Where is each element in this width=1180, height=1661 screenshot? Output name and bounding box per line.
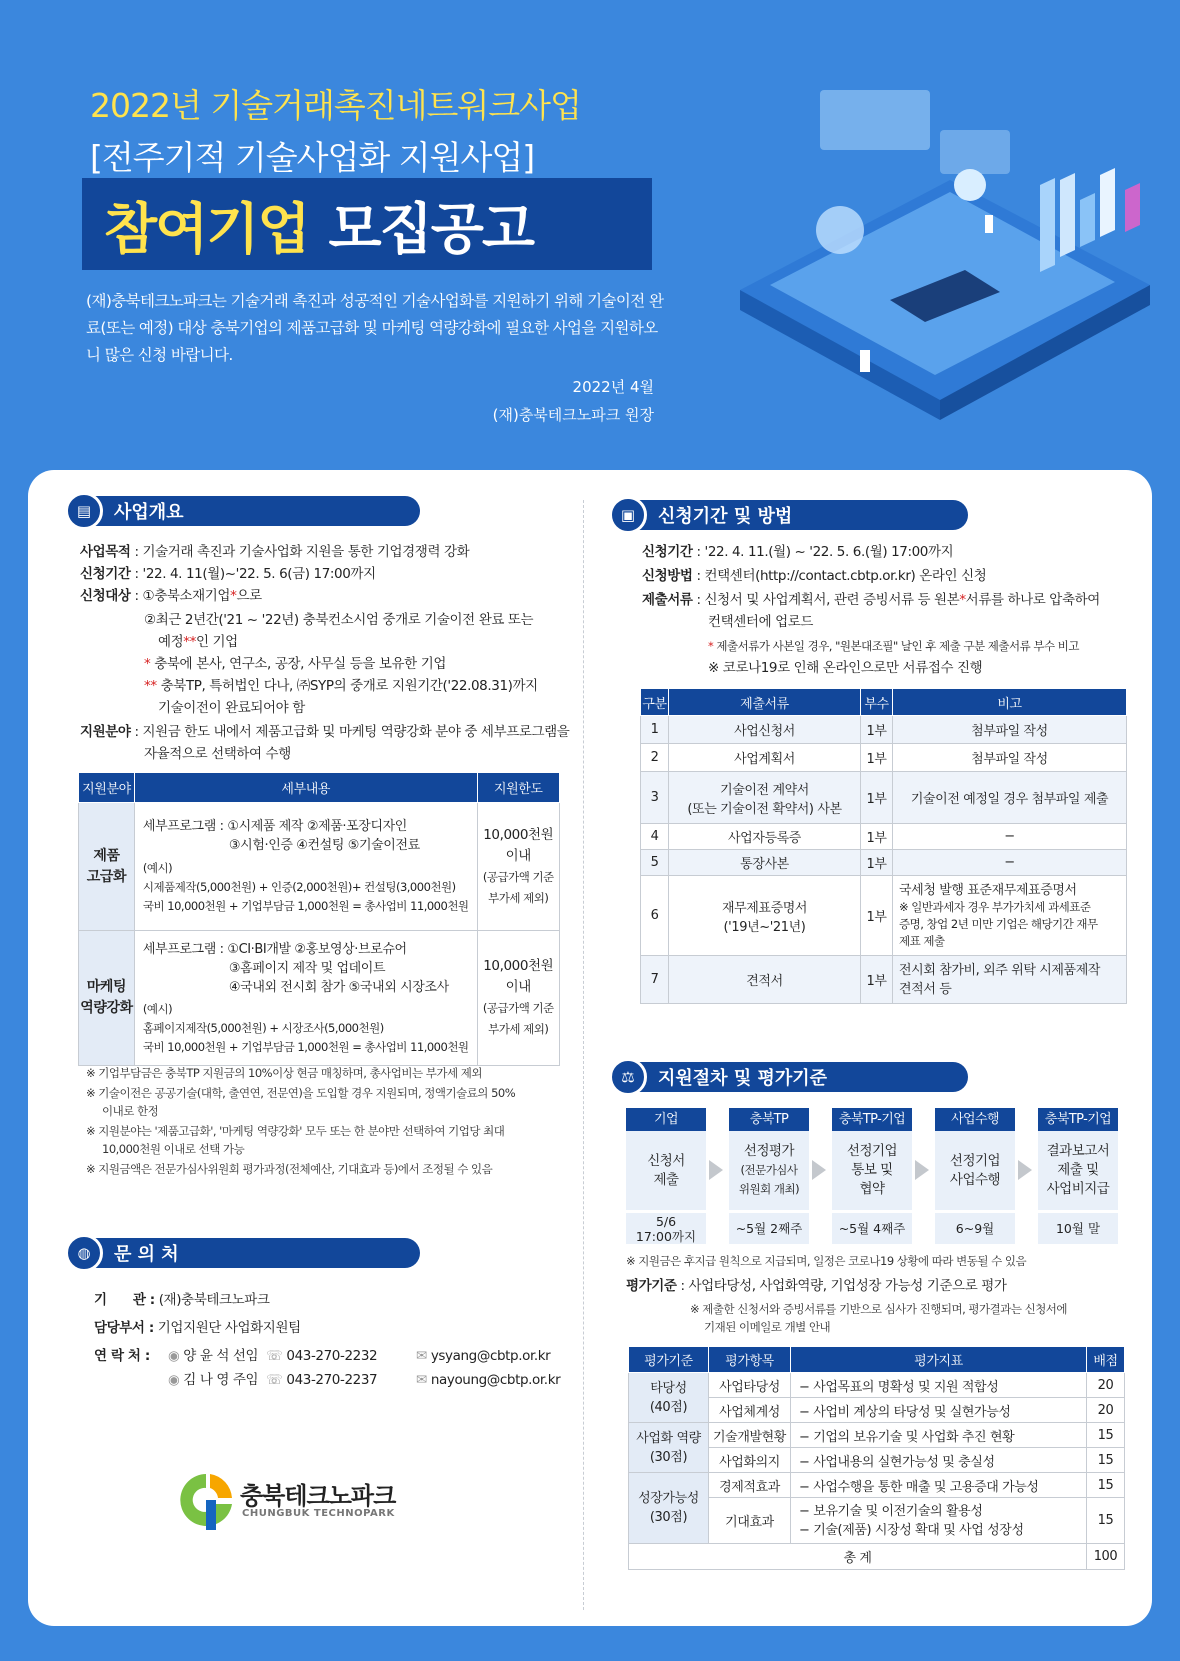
overview-note: ※ 기술이전은 공공기술(대학, 출연연, 전문연)을 도입할 경우 지원되며, 정액기술료의 50% [86,1086,516,1100]
table-row: 5 통장사본 1부 − [641,850,1127,876]
contact-tel: ☏ 043-270-2232 [266,1348,378,1364]
field-cell: 마케팅 역량강화 [79,931,135,1066]
eval-note: ※ 제출한 신청서와 증빙서류를 기반으로 심사가 진행되며, 평가결과는 신청서에 [690,1302,1068,1316]
target-note-2b: 기술이전이 완료되어야 함 [158,700,305,716]
limit-cell: 10,000천원 이내 (공급가액 기준 부가세 제외) [477,931,559,1066]
target-line: 신청대상 : ①충북소재기업*으로 [80,588,262,604]
detail-cell: 세부프로그램 : ①시제품 제작 ②제품·포장디자인 ③시험·인증 ④컨설팅 ⑤기술이전료 (예시) 시제품제작(5,000천원) + 인증(2,000천원)+ 컨설팅(3,000천원) 국비 10,000천원 + 기업부담금 1,000천원 = 총사업비 11,000천원 [134,803,477,931]
contact-person: ◉ 양 윤 석 선임 [168,1348,259,1364]
col-item: 평가항목 [709,1347,791,1373]
globe-icon: ◍ [65,1234,103,1272]
intro-text: (재)충북테크노파크는 기술거래 촉진과 성공적인 기술사업화를 지원하기 위해 기술이전 완료(또는 예정) 대상 충북기업의 제품고급화 및 마케팅 역량강화에 필요한 사업을 지원하오니 많은 신청 바랍니다. [86,292,664,364]
col-detail: 세부내용 [134,773,477,803]
table-row: 사업체계성 − 사업비 계상의 타당성 및 실현가능성 20 [629,1398,1125,1423]
overview-note: 이내로 한정 [102,1104,159,1118]
process-step: 기업 신청서 제출 5/6 17:00까지 [626,1108,706,1244]
arrow-right-icon [812,1160,826,1180]
logo-subtext: CHUNGBUK TECHNOPARK [242,1508,395,1519]
table-row: 타당성 (40점) 사업타당성 − 사업목표의 명확성 및 지원 적합성 20 [629,1373,1125,1398]
detail-cell: 세부프로그램 : ①CI·BI개발 ②홍보영상·브로슈어 ③홈페이지 제작 및 업데이트 ④국내외 전시회 참가 ⑤국내외 시장조사 (예시) 홈페이지제작(5,000천원) + 시장조사(5,000천원) 국비 10,000천원 + 기업부담금 1,000천원 = 총사업비 11,000천원 [134,931,477,1066]
field-line-2: 자율적으로 선택하여 수행 [144,746,291,762]
contact-mail[interactable]: ✉ ysyang@cbtp.or.kr [416,1348,551,1364]
target-note-1: * 충북에 본사, 연구소, 공장, 사무실 등을 보유한 기업 [144,656,446,672]
person-icon: ◉ [168,1372,180,1388]
contact-tel: ☏ 043-270-2237 [266,1372,378,1388]
eval-line: 평가기준 : 사업타당성, 사업화역량, 기업성장 가능성 기준으로 평가 [626,1278,1007,1294]
process-step: 충북TP-기업 결과보고서 제출 및 사업비지급 10월 말 [1038,1108,1118,1244]
table-row: 기대효과 − 보유기술 및 이전기술의 활용성 − 기술(제품) 시장성 확대 및 사업 성장성 15 [629,1498,1125,1544]
arrow-right-icon [709,1160,723,1180]
apply-docs-note: * 제출서류가 사본일 경우, "원본대조필" 날인 후 제출 구분 제출서류 부수 비고 [708,639,1079,653]
mail-icon: ✉ [416,1372,427,1388]
apply-period: 신청기간 : '22. 4. 11.(월) ~ '22. 5. 6.(월) 17:00까지 [642,544,954,560]
purpose-line: 사업목적 : 기술거래 촉진과 기술사업화 지원을 통한 기업경쟁력 강화 [80,544,470,560]
table-row: 1 사업신청서 1부 첨부파일 작성 [641,716,1127,744]
contact-org: 기 관 : (재)충북테크노파크 [94,1292,270,1308]
apply-heading: ▣ 신청기간 및 방법 [612,500,968,530]
total-row: 총 계 100 [629,1544,1125,1570]
table-row [79,803,560,931]
process-heading: ⚖ 지원절차 및 평가기준 [612,1062,968,1092]
title-box [82,178,652,270]
table-row: 3 기술이전 계약서 (또는 기술이전 확약서) 사본 1부 기술이전 예정일 경우 첨부파일 제출 [641,772,1127,824]
apply-docs-2: 컨택센터에 업로드 [708,614,814,630]
arrow-right-icon [915,1160,929,1180]
hero-illustration [730,70,1160,430]
contact-label: 연 락 처 : [94,1348,150,1364]
col-no: 구분 [641,689,669,716]
table-row: 6 재무제표증명서 ('19년~'21년) 1부 국세청 발행 표준재무제표증명서 ※ 일반과세자 경우 부가가치세 과세표준 증명, 창업 2년 미만 기업은 해당기간 재무 제표 제출 [641,876,1127,956]
target-note-2: ** 충북TP, 특허법인 다나, ㈜SYP의 중개로 지원기간('22.08.31)까지 [144,678,538,694]
notice-signer: (재)충북테크노파크 원장 [492,406,654,424]
divider [583,500,584,1610]
phone-icon: ☏ [266,1372,283,1388]
target-line-2b: 예정**인 기업 [158,634,238,650]
title-main: 모집공고 [328,196,534,261]
table-row: 성장가능성 (30점) 경제적효과 − 사업수행을 통한 매출 및 고용증대 가능성 15 [629,1473,1125,1498]
person-icon: ◉ [168,1348,180,1364]
table-row: 7 견적서 1부 전시회 참가비, 외주 위탁 시제품제작 견적서 등 [641,956,1127,1004]
technopark-logo [176,1470,436,1530]
contact-person: ◉ 김 나 영 주임 [168,1372,259,1388]
docs-table [640,688,1127,1004]
col-note: 비고 [893,689,1127,716]
col-score: 배점 [1087,1347,1125,1373]
contact-mail[interactable]: ✉ nayoung@cbtp.or.kr [416,1372,561,1388]
process-step: 충북TP-기업 선정기업 통보 및 협약 ~5월 4째주 [832,1108,912,1244]
phone-icon: ☏ [266,1348,283,1364]
table-row: 사업화의지 − 사업내용의 실현가능성 및 충실성 15 [629,1448,1125,1473]
target-line-2: ②최근 2년간('21 ~ '22년) 충북컨소시엄 중개로 기술이전 완료 또는 [144,612,534,628]
col-limit: 지원한도 [477,773,559,803]
process-note: ※ 지원금은 후지급 원칙으로 지급되며, 일정은 코로나19 상황에 따라 변동될 수 있음 [626,1254,1027,1268]
contact-dept: 담당부서 : 기업지원단 사업화지원팀 [94,1320,301,1336]
hero-line-1: 2022년 기술거래촉진네트워크사업 [90,86,581,125]
contact-heading: ◍ 문 의 처 [68,1238,420,1268]
field-cell: 제품 고급화 [79,803,135,931]
logo-text: 충북테크노파크 [240,1482,396,1510]
eval-table [628,1346,1125,1570]
table-row: 사업화 역량 (30점) 기술개발현황 − 기업의 보유기술 및 사업화 추진 현황 15 [629,1423,1125,1448]
overview-note: 10,000천원 이내로 선택 가능 [102,1142,245,1156]
table-row: 2 사업계획서 1부 첨부파일 작성 [641,744,1127,772]
col-criteria: 평가기준 [629,1347,709,1373]
scale-icon: ⚖ [609,1058,647,1096]
table-row [79,931,560,1066]
process-step: 사업수행 선정기업 사업수행 6~9월 [935,1108,1015,1244]
content-panel [28,470,1152,1626]
overview-note: ※ 기업부담금은 충북TP 지원금의 10%이상 현금 매칭하며, 총사업비는 부가세 제외 [86,1066,482,1080]
process-step: 충북TP 선정평가 (전문가심사 위원회 개최) ~5월 2째주 [729,1108,809,1244]
arrow-right-icon [1018,1160,1032,1180]
col-doc: 제출서류 [669,689,861,716]
title-highlight: 참여기업 [104,196,309,261]
period-line: 신청기간 : '22. 4. 11(월)~'22. 5. 6(금) 17:00까지 [80,566,376,582]
col-field: 지원분야 [79,773,135,803]
apply-docs: 제출서류 : 신청서 및 사업계획서, 관련 증빙서류 등 원본*서류를 하나로 압축하여 [642,592,1100,608]
clipboard-icon: ▣ [609,496,647,534]
limit-cell: 10,000천원 이내 (공급가액 기준 부가세 제외) [477,803,559,931]
apply-docs-note-2: ※ 코로나19로 인해 온라인으로만 서류접수 진행 [708,660,983,676]
presentation-icon: ▤ [65,492,103,530]
overview-heading: ▤ 사업개요 [68,496,420,526]
col-qty: 부수 [861,689,893,716]
overview-note: ※ 지원분야는 '제품고급화', '마케팅 역량강화' 모두 또는 한 분야만 선택하여 기업당 최대 [86,1124,505,1138]
overview-note: ※ 지원금액은 전문가심사위원회 평가과정(전체예산, 기대효과 등)에서 조정될 수 있음 [86,1162,493,1176]
notice-date: 2022년 4월 [572,378,654,396]
field-line: 지원분야 : 지원금 한도 내에서 제품고급화 및 마케팅 역량강화 분야 중 세부프로그램을 [80,724,570,740]
support-table [78,772,560,1066]
col-index: 평가지표 [791,1347,1087,1373]
hero-line-2: [전주기적 기술사업화 지원사업] [90,138,535,177]
table-row: 4 사업자등록증 1부 − [641,824,1127,850]
eval-note-2: 기재된 이메일로 개별 안내 [704,1320,831,1334]
apply-method: 신청방법 : 컨택센터(http://contact.cbtp.or.kr) 온라인 신청 [642,568,987,584]
mail-icon: ✉ [416,1348,427,1364]
